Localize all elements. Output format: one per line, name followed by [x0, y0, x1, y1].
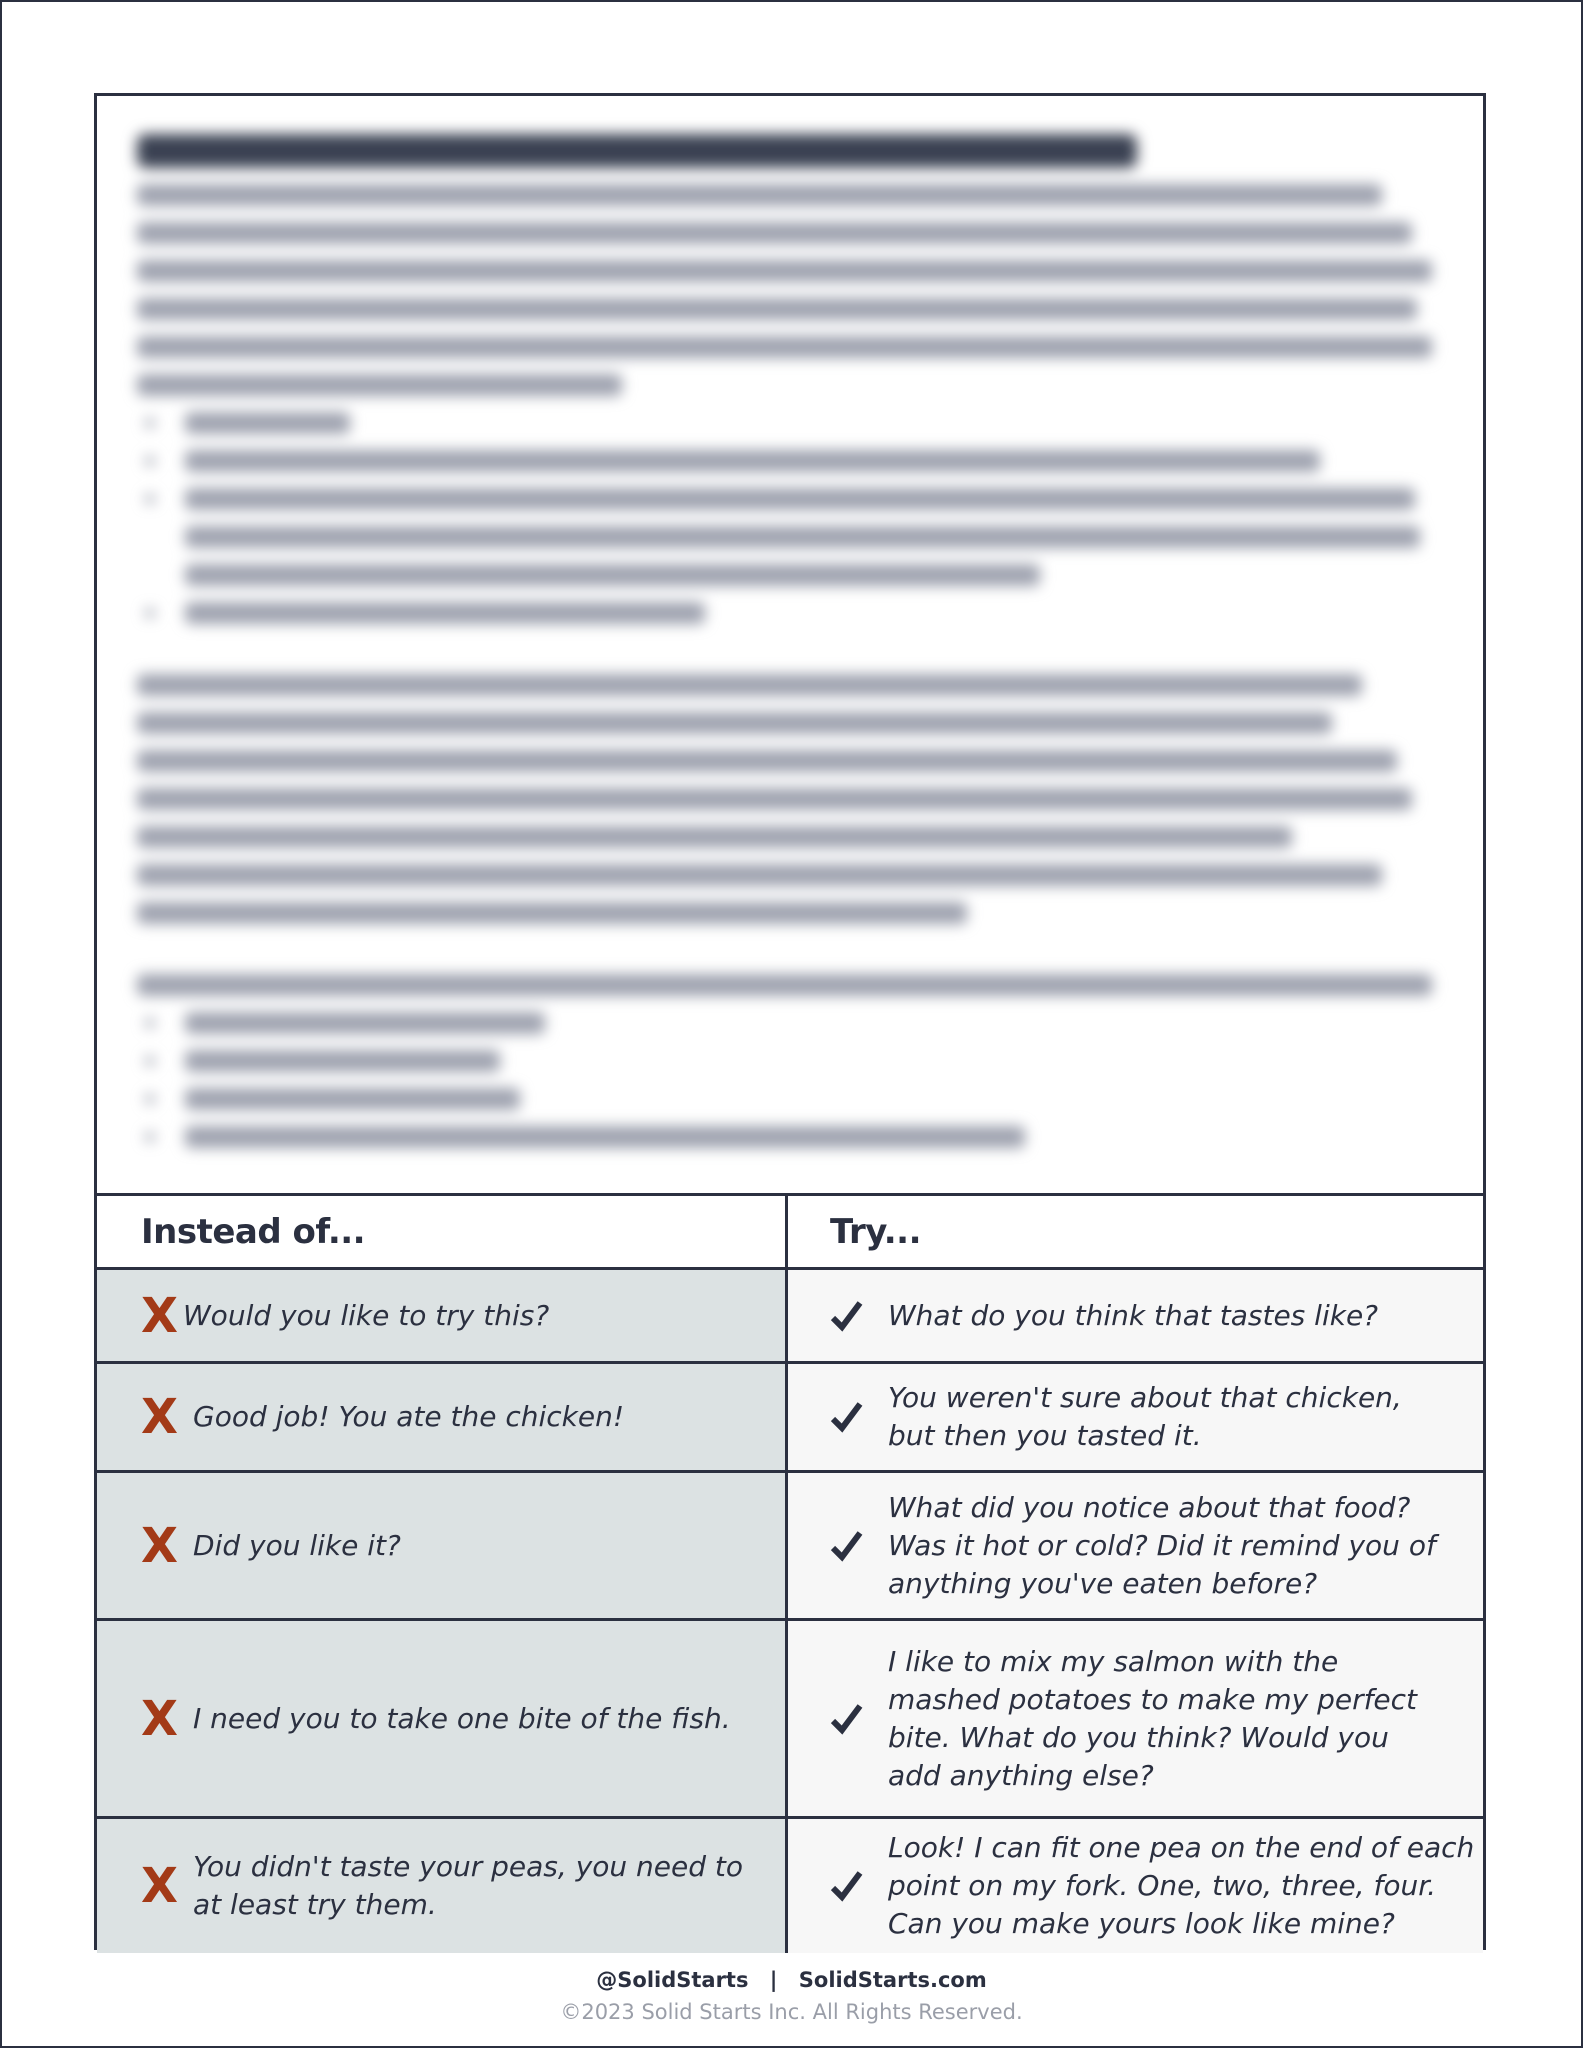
- try-line: mashed potatoes to make my perfect: [888, 1682, 1418, 1716]
- try-phrase: [888, 1489, 1436, 1603]
- footer-separator: |: [769, 1968, 778, 1992]
- header-instead-of: Instead of...: [141, 1211, 366, 1252]
- try-line: but then you tasted it.: [888, 1419, 1202, 1452]
- instead-cell: [97, 1270, 788, 1361]
- blurred-bullet: [137, 1050, 1443, 1072]
- try-line: anything you've eaten before?: [888, 1566, 1318, 1600]
- instead-cell: [97, 1364, 788, 1470]
- blurred-bullet: [137, 1012, 1443, 1034]
- copyright-notice: ©2023 Solid Starts Inc. All Rights Reserved.: [560, 2000, 1023, 2024]
- website-link[interactable]: SolidStarts.com: [798, 1968, 987, 1992]
- blurred-line: [137, 826, 1292, 848]
- blurred-line: [137, 712, 1332, 734]
- blurred-bullet: [137, 602, 1443, 624]
- x-mark-icon: X: [141, 1858, 179, 1914]
- blurred-line: [137, 902, 967, 924]
- blurred-content: [137, 134, 1443, 1164]
- try-phrase: [888, 1829, 1474, 1943]
- table-row: [97, 1267, 1483, 1361]
- blurred-line: [185, 526, 1420, 548]
- check-mark-icon: [830, 1400, 888, 1434]
- instead-phrase: [183, 1848, 743, 1924]
- instead-line: at least try them.: [193, 1888, 437, 1921]
- try-line: add anything else?: [888, 1758, 1154, 1792]
- try-cell: [788, 1473, 1483, 1618]
- table-row: [97, 1361, 1483, 1470]
- check-mark-icon: [830, 1299, 888, 1333]
- try-line: What did you notice about that food?: [888, 1490, 1411, 1524]
- blurred-line: [137, 260, 1432, 282]
- table-row: [97, 1816, 1483, 1953]
- instead-phrase: Good job! You ate the chicken!: [193, 1400, 625, 1433]
- blurred-line: [137, 184, 1382, 206]
- try-line: I like to mix my salmon with the: [888, 1644, 1339, 1678]
- blurred-line: [137, 374, 622, 396]
- tip-card: [94, 93, 1486, 1950]
- try-line: bite. What do you think? Would you: [888, 1720, 1389, 1754]
- blurred-bullet: [137, 1126, 1443, 1148]
- blurred-heading: [137, 134, 1137, 168]
- header-try: Try...: [830, 1211, 922, 1252]
- blurred-bullet: [137, 450, 1443, 472]
- blurred-line: [137, 974, 1432, 996]
- try-phrase: [888, 1379, 1402, 1455]
- instead-phrase: Would you like to try this?: [183, 1298, 550, 1332]
- comparison-table: [97, 1193, 1483, 1947]
- try-cell: [788, 1621, 1483, 1816]
- check-mark-icon: [830, 1869, 888, 1903]
- social-handle-link[interactable]: @SolidStarts: [596, 1968, 749, 1992]
- try-line: Was it hot or cold? Did it remind you of: [888, 1528, 1436, 1562]
- blurred-line: [185, 564, 1040, 586]
- table-row: [97, 1618, 1483, 1816]
- blurred-line: [137, 336, 1432, 358]
- try-line: What do you think that tastes like?: [888, 1298, 1379, 1332]
- x-mark-icon: X: [141, 1287, 179, 1344]
- try-line: Look! I can fit one pea on the end of each: [888, 1831, 1475, 1864]
- blurred-tip-text: [97, 96, 1483, 1193]
- try-cell: [788, 1819, 1483, 1953]
- header-instead-cell: [97, 1196, 788, 1267]
- try-line: point on my fork. One, two, three, four.: [888, 1869, 1437, 1902]
- table-header-row: [97, 1193, 1483, 1267]
- try-cell: [788, 1270, 1483, 1361]
- blurred-line: [137, 222, 1412, 244]
- blurred-line: [137, 298, 1417, 320]
- x-mark-icon: X: [141, 1517, 179, 1574]
- check-mark-icon: [830, 1702, 888, 1736]
- blurred-line: [137, 864, 1382, 886]
- try-cell: [788, 1364, 1483, 1470]
- try-line: Can you make yours look like mine?: [888, 1907, 1395, 1940]
- try-line: You weren't sure about that chicken,: [888, 1381, 1402, 1414]
- blurred-line: [137, 788, 1412, 810]
- instead-phrase: Did you like it?: [193, 1528, 401, 1562]
- footer-links: [0, 1968, 1583, 1992]
- table-row: [97, 1470, 1483, 1618]
- try-phrase: [888, 1643, 1417, 1795]
- x-mark-icon: X: [141, 1690, 179, 1747]
- blurred-bullet: [137, 1088, 1443, 1110]
- instead-cell: [97, 1621, 788, 1816]
- blurred-bullet: [137, 488, 1443, 510]
- header-try-cell: [788, 1196, 1483, 1267]
- instead-phrase: I need you to take one bite of the fish.: [193, 1701, 731, 1735]
- check-mark-icon: [830, 1529, 888, 1563]
- try-phrase: [888, 1297, 1378, 1335]
- blurred-line: [137, 674, 1362, 696]
- blurred-bullet: [137, 412, 1443, 434]
- x-mark-icon: X: [141, 1389, 179, 1445]
- instead-cell: [97, 1473, 788, 1618]
- blurred-line: [137, 750, 1397, 772]
- instead-cell: [97, 1819, 788, 1953]
- instead-line: You didn't taste your peas, you need to: [193, 1850, 744, 1883]
